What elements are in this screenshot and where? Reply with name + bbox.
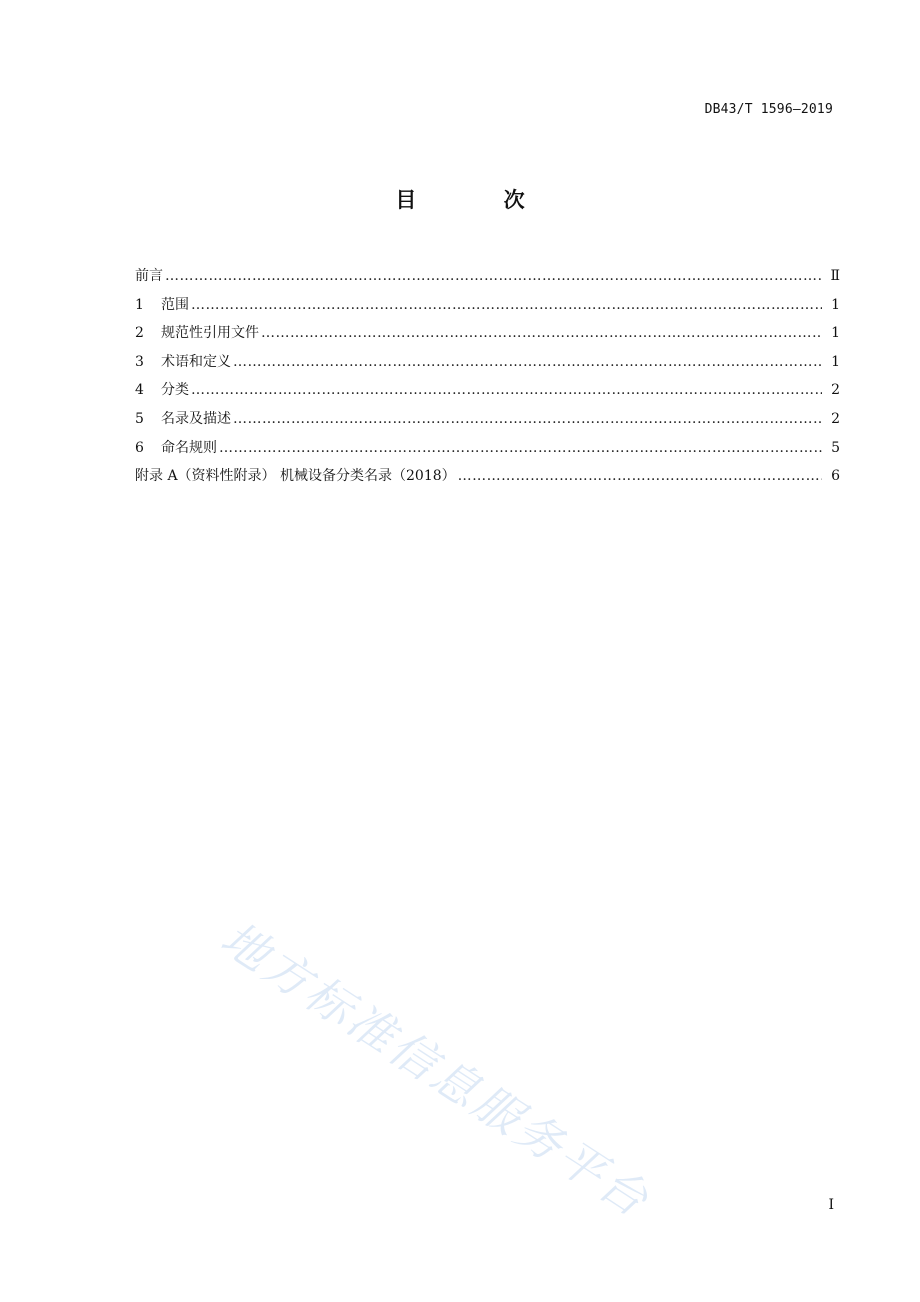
toc-item-page: 1 <box>831 296 840 313</box>
toc-item-page: 5 <box>831 439 840 456</box>
toc-item-normative-references[interactable] <box>135 319 840 348</box>
toc-item-foreword[interactable] <box>135 262 840 291</box>
toc-item-terms-definitions[interactable] <box>135 348 840 377</box>
toc-leader-dots <box>458 462 822 491</box>
toc-leader-dots <box>219 434 822 463</box>
toc-item-label: 分类 <box>161 382 189 399</box>
page-title: 目 次 <box>395 188 565 212</box>
toc-leader-dots <box>165 262 822 291</box>
document-code: DB43/T 1596—2019 <box>704 102 833 117</box>
watermark: 地方标准信息服务平台 <box>211 910 661 1229</box>
toc-item-label: 前言 <box>135 268 163 284</box>
toc-item-page: 2 <box>831 382 840 399</box>
toc-item-label: 名录及描述 <box>161 410 231 427</box>
toc-leader-dots <box>191 376 822 405</box>
table-of-contents <box>135 262 840 491</box>
toc-item-label: 命名规则 <box>161 439 217 456</box>
toc-leader-dots <box>233 405 822 434</box>
toc-item-label: 术语和定义 <box>161 353 231 370</box>
toc-item-number: 4 <box>135 382 144 399</box>
toc-item-scope[interactable] <box>135 291 840 320</box>
toc-leader-dots <box>261 319 822 348</box>
toc-item-number: 2 <box>135 325 144 342</box>
toc-leader-dots <box>233 348 822 377</box>
toc-item-page: 1 <box>831 353 840 370</box>
toc-item-classification[interactable] <box>135 376 840 405</box>
toc-item-page: 1 <box>831 325 840 342</box>
toc-item-label: 规范性引用文件 <box>161 325 259 342</box>
toc-item-page: Ⅱ <box>830 268 840 284</box>
toc-item-label: 范围 <box>161 296 189 313</box>
toc-item-number: 3 <box>135 353 144 370</box>
toc-item-naming-rules[interactable] <box>135 434 840 463</box>
toc-item-number: 6 <box>135 439 144 456</box>
toc-leader-dots <box>191 291 822 320</box>
toc-item-page: 6 <box>831 468 840 485</box>
toc-item-page: 2 <box>831 410 840 427</box>
toc-item-number: 1 <box>135 296 144 313</box>
toc-item-appendix-a[interactable] <box>135 462 840 491</box>
toc-item-catalog-description[interactable] <box>135 405 840 434</box>
page-number: I <box>828 1197 834 1213</box>
toc-item-number: 5 <box>135 410 144 427</box>
toc-item-label: 附录 A（资料性附录） 机械设备分类名录（2018） <box>135 468 456 485</box>
